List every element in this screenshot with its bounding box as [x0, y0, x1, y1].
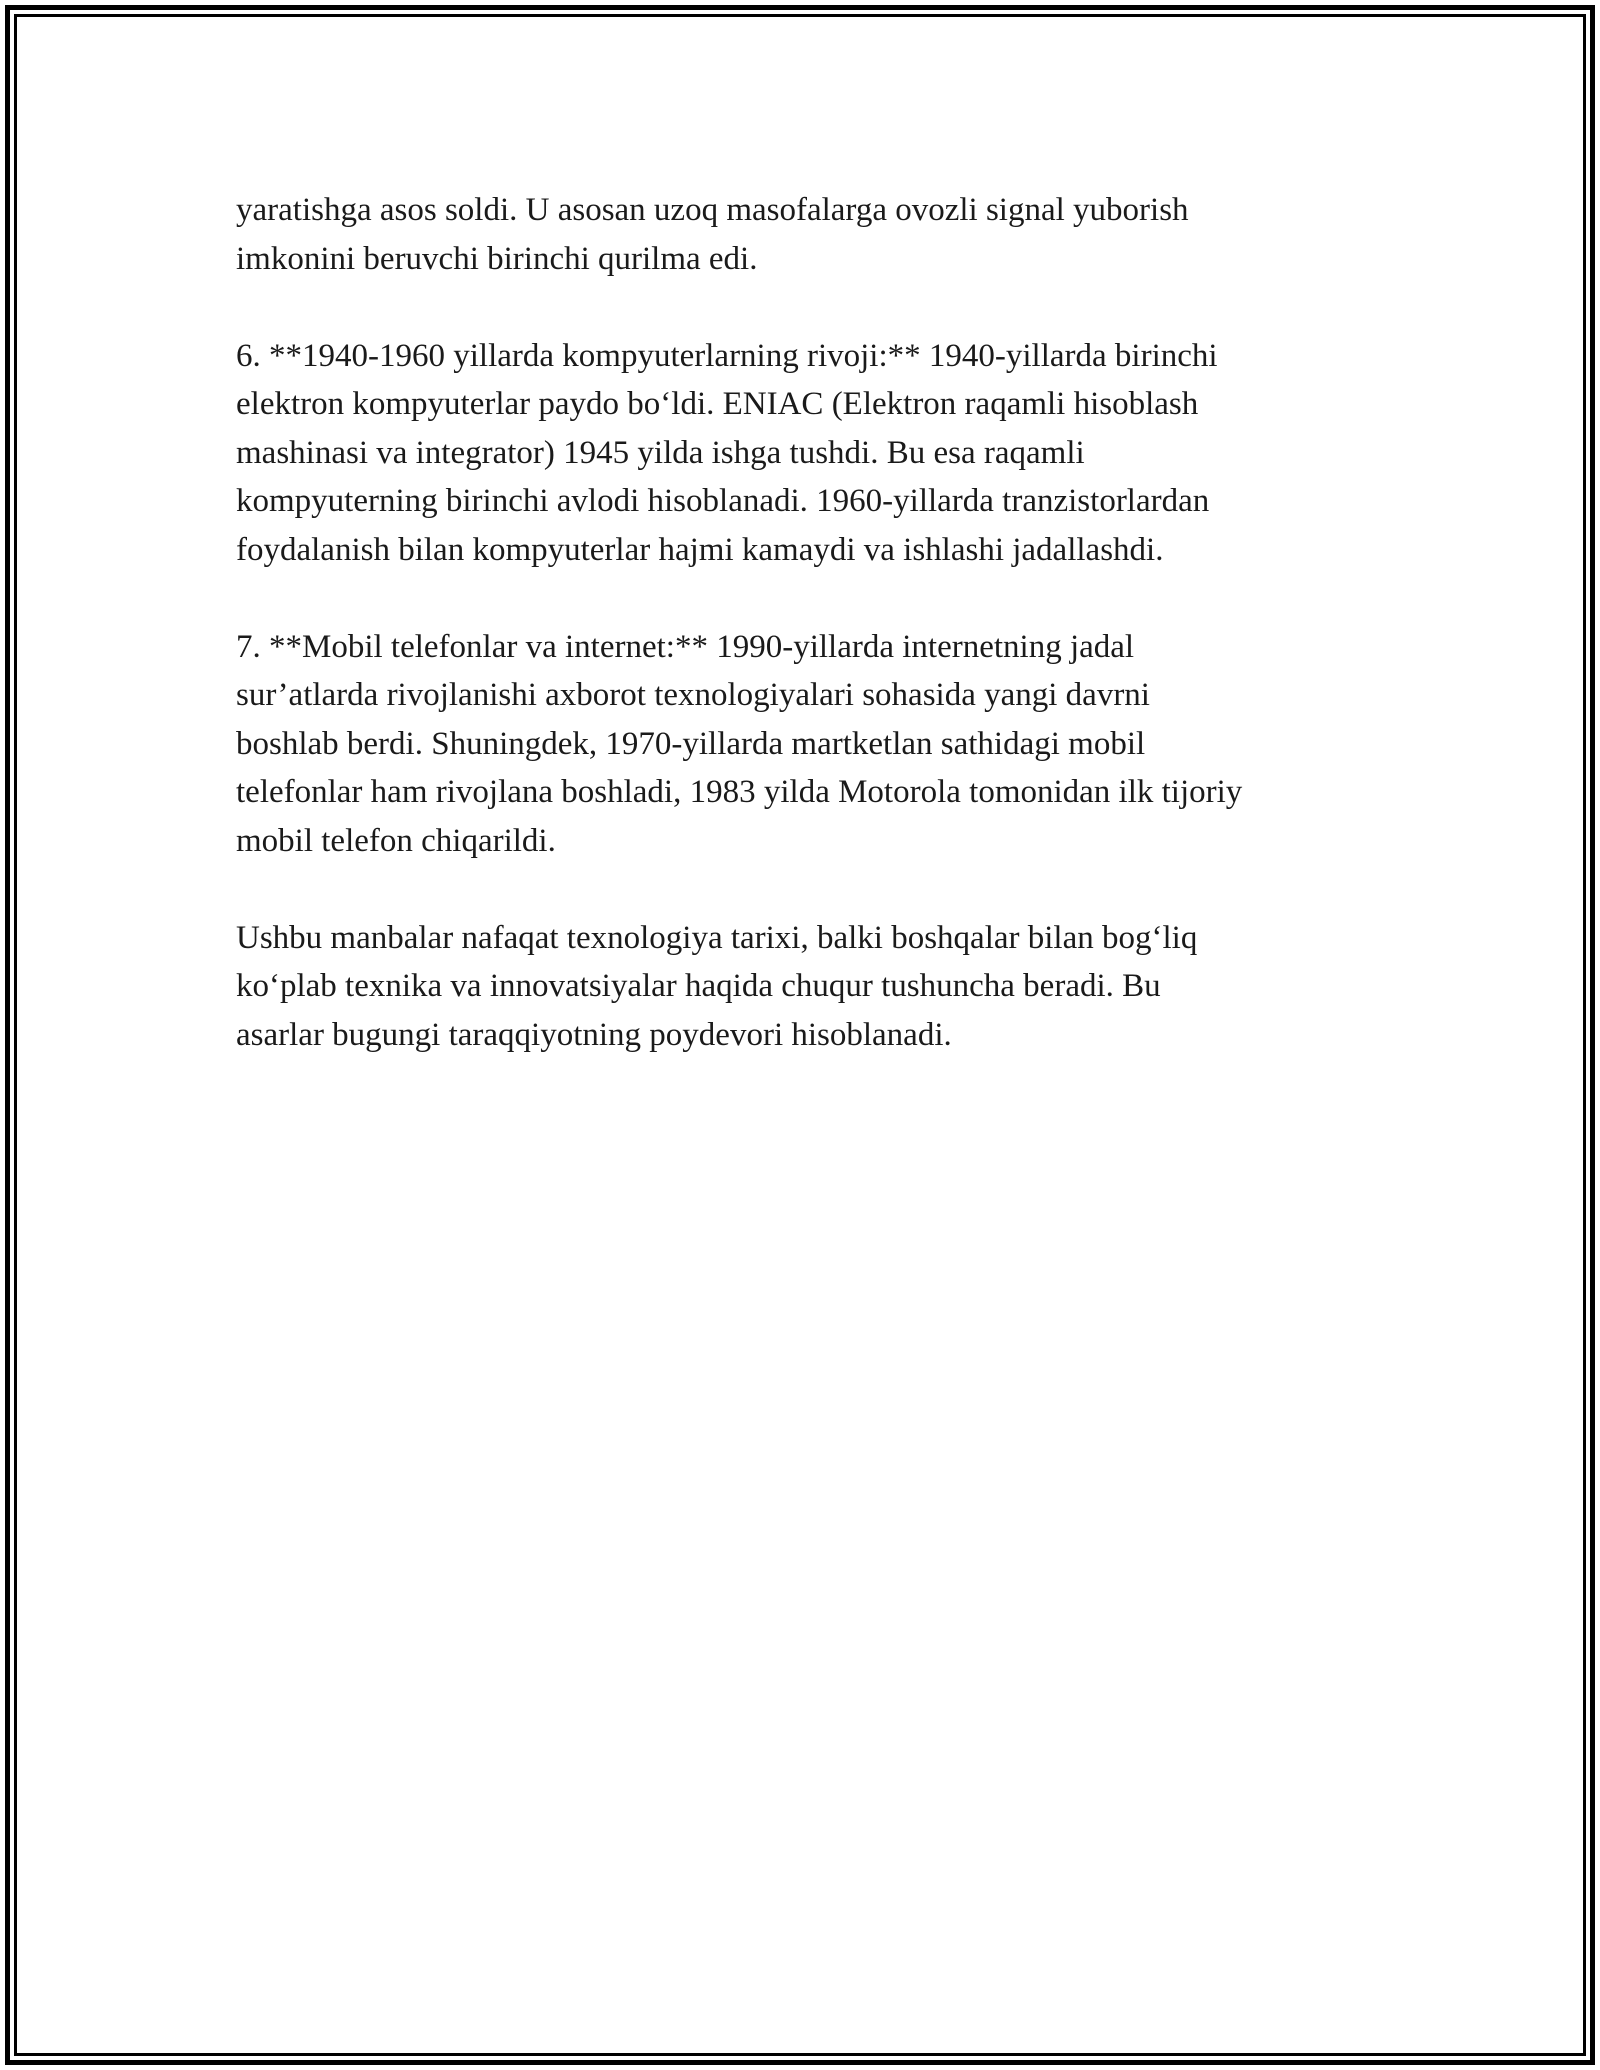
document-body — [236, 186, 1376, 1108]
paragraph-computers-1940-1960: 6. **1940-1960 yillarda kompyuterlarning rivoji:** 1940-yillarda birinchi elektron kompyuterlar paydo boʻldi. ENIAC (Elektron raqamli hisoblash mashinasi va integrator) 1945 yilda ishga tushdi. Bu esa raqamli kompyuterning birinchi avlodi hisoblanadi. 1960-yillarda tranzistorlardan foydalanish bilan kompyuterlar hajmi kamaydi va ishlashi jadallashdi. — [236, 337, 1218, 568]
paragraph-telephone-continuation: yaratishga asos soldi. U asosan uzoq masofalarga ovozli signal yuborish imkonini beruvchi birinchi qurilma edi. — [236, 192, 1189, 277]
paragraph-mobile-internet: 7. **Mobil telefonlar va internet:** 1990-yillarda internetning jadal sur’atlarda rivojlanishi axborot texnologiyalari sohasida yangi davrni boshlab berdi. Shuningdek, 1970-yillarda martketlan sathidagi mobil telefonlar ham rivojlana boshladi, 1983 yilda Motorola tomonidan ilk tijoriy mobil telefon chiqarildi. — [236, 628, 1243, 859]
paragraph-conclusion: Ushbu manbalar nafaqat texnologiya tarixi, balki boshqalar bilan bogʻliq koʻplab texnika va innovatsiyalar haqida chuqur tushuncha beradi. Bu asarlar bugungi taraqqiyotning poydevori hisoblanadi. — [236, 919, 1198, 1053]
